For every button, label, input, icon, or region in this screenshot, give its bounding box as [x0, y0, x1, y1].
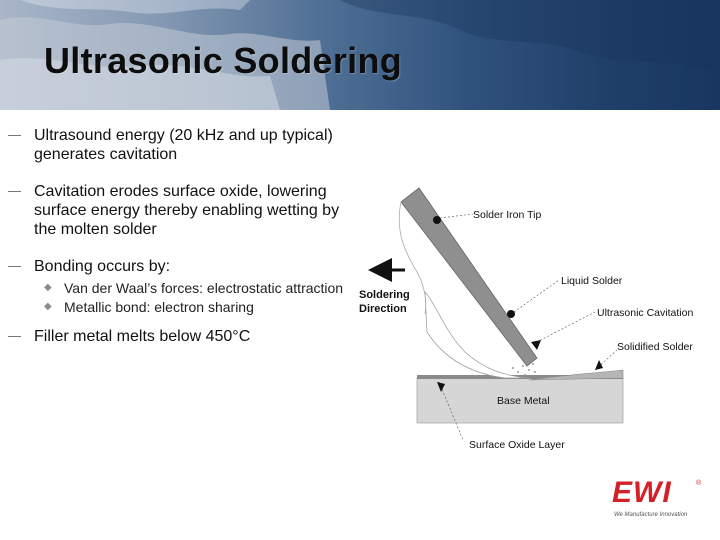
- leader-line: [440, 214, 473, 218]
- bullet-item: [8, 182, 348, 239]
- diamond-bullet-icon: ◆: [44, 301, 52, 312]
- bullet-list: [8, 126, 348, 346]
- bullet-text: Filler metal melts below 450°C: [34, 328, 251, 345]
- bullet-text: Cavitation erodes surface oxide, lowering surface energy thereby enabling wetting by the molten solder: [34, 183, 340, 238]
- dash-bullet-icon: [8, 191, 21, 192]
- slide-title: Ultrasonic Soldering: [44, 40, 403, 81]
- label-direction: Direction: [359, 303, 407, 315]
- sub-bullet-text: Van der Waal’s forces: electrostatic attraction: [64, 280, 344, 296]
- bullet-item: [8, 257, 348, 276]
- sub-bullet-item: [8, 299, 348, 315]
- arrow-icon: [595, 360, 603, 370]
- label-ultrasonic-cavitation: Ultrasonic Cavitation: [597, 307, 694, 319]
- sub-bullet-text: Metallic bond: electron sharing: [64, 299, 254, 315]
- label-soldering: Soldering: [359, 289, 410, 301]
- diamond-bullet-icon: ◆: [44, 282, 52, 293]
- logo-tagline: We Manufacture Innovation: [614, 512, 688, 518]
- sub-bullet-item: [8, 280, 348, 296]
- tip-marker-dot: [433, 216, 441, 224]
- liquid-marker-dot: [507, 310, 515, 318]
- label-surface-oxide-layer: Surface Oxide Layer: [469, 439, 565, 451]
- bullet-text: Ultrasound energy (20 kHz and up typical) generates cavitation: [34, 127, 333, 163]
- label-solidified-solder: Solidified Solder: [617, 341, 693, 353]
- bullet-item: [8, 126, 348, 164]
- label-liquid-solder: Liquid Solder: [561, 275, 623, 287]
- label-solder-iron-tip: Solder Iron Tip: [473, 209, 542, 221]
- bullet-text: Bonding occurs by:: [34, 258, 171, 275]
- bullet-item: [8, 327, 348, 346]
- dash-bullet-icon: [8, 266, 21, 267]
- dash-bullet-icon: [8, 135, 21, 136]
- ewi-logo: [612, 478, 712, 524]
- leader-line: [514, 280, 559, 312]
- logo-wordmark: EWI: [612, 476, 672, 509]
- arrow-icon: [531, 340, 541, 350]
- registered-mark: ®: [696, 480, 702, 487]
- title-banner: [0, 0, 720, 110]
- label-base-metal: Base Metal: [497, 395, 550, 407]
- ultrasonic-soldering-diagram: [355, 182, 705, 462]
- leader-line: [533, 312, 595, 344]
- dash-bullet-icon: [8, 336, 21, 337]
